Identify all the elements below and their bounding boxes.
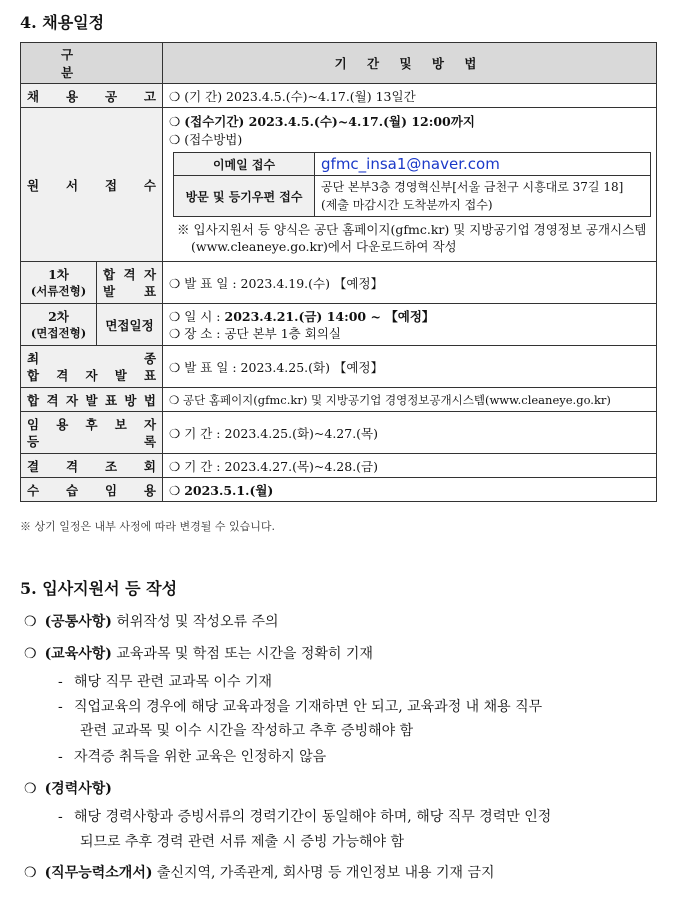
- section5-title: 5. 입사지원서 등 작성: [20, 579, 178, 598]
- text-final: ❍ 발 표 일 : 2023.4.25.(화) 【예정】: [169, 360, 383, 375]
- edu-sub-3-text: 자격증 취득을 위한 교육은 인정하지 않음: [74, 749, 327, 765]
- label-glyph: 방: [124, 392, 137, 408]
- label-glyph: 발: [114, 367, 127, 383]
- label-glyph: 접: [104, 177, 118, 193]
- circle-bullet: ❍: [24, 646, 37, 662]
- label-first-result: [97, 262, 163, 304]
- download-note: ※ 입사지원서 등 양식은 공단 홈페이지(gfmc.kr) 및 지방공기업 경영정보 공개시스템(www.cleaneye.go.kr)에서 다운로드하여 작성: [177, 222, 647, 254]
- row-second: [21, 304, 657, 346]
- career-sub-1-cont: 되므로 추후 경력 관련 서류 제출 시 증빙 가능해야 함: [80, 834, 405, 850]
- text-register: ❍ 기 간 : 2023.4.25.(화)~4.27.(목): [169, 426, 378, 441]
- table-header-row: [21, 43, 657, 84]
- visit-value: [315, 176, 651, 217]
- value-method: [163, 388, 657, 412]
- label-glyph: 최: [27, 350, 40, 366]
- header-category: 구 분: [21, 43, 163, 84]
- spread-text: [27, 457, 156, 475]
- spread-text: [103, 266, 156, 283]
- label-glyph: 격: [123, 266, 136, 282]
- circle-bullet: ❍: [24, 865, 37, 881]
- value-notice: [163, 84, 657, 108]
- label-glyph: 고: [143, 88, 156, 104]
- label-second: [21, 304, 97, 346]
- text-notice: ❍ (기 간) 2023.4.5.(수)~4.17.(월) 13일간: [169, 89, 416, 104]
- spread-text: [27, 367, 156, 384]
- application-method-table: [173, 152, 651, 217]
- kw-education: (교육사항): [44, 646, 112, 662]
- edu-sub-1-text: 해당 직무 관련 교과목 이수 기재: [74, 674, 273, 690]
- application-method: ❍ (접수방법): [169, 130, 650, 148]
- visit-label: 방문 및 등기우편 접수: [174, 176, 315, 217]
- label-glyph: 서: [65, 177, 79, 193]
- dash: -: [58, 699, 63, 715]
- label-glyph: 보: [114, 416, 127, 432]
- label-glyph: 자: [143, 266, 157, 282]
- header-period-method: 기 간 및 방 법: [163, 43, 657, 84]
- second-main: 2차: [48, 308, 69, 324]
- label-glyph: 용: [65, 88, 79, 104]
- label-register: [21, 412, 163, 454]
- edu-sub-3: [58, 746, 658, 768]
- item-career: [24, 778, 660, 800]
- text-method: ❍ 공단 홈페이지(gfmc.kr) 및 지방공기업 경영정보공개시스템(www.cleaneye.go.kr): [169, 393, 611, 407]
- value-application: [163, 108, 657, 262]
- career-sub-1-text: 해당 경력사항과 증빙서류의 경력기간이 동일해야 하며, 해당 직무 경력만 인정: [74, 809, 552, 825]
- kw-common: (공통사항): [44, 614, 112, 630]
- schedule-footnote: ※ 상기 일정은 내부 사정에 따라 변경될 수 있습니다.: [20, 520, 275, 533]
- label-glyph: 격: [56, 367, 69, 383]
- label-glyph: 록: [143, 433, 157, 449]
- label-check: [21, 454, 163, 478]
- dash: -: [58, 809, 63, 825]
- label-glyph: 표: [104, 392, 118, 408]
- label-interview: 면접일정: [97, 304, 163, 346]
- row-register: [21, 412, 657, 454]
- circle-bullet: ❍: [24, 781, 37, 797]
- label-glyph: 채: [27, 88, 40, 104]
- second-sub: (면접전형): [30, 325, 87, 340]
- spread-text: [27, 481, 156, 499]
- label-glyph: 회: [143, 458, 156, 474]
- label-glyph: 원: [27, 177, 40, 193]
- label-glyph: 수: [143, 177, 156, 193]
- spread-text: [27, 416, 156, 433]
- text-first: ❍ 발 표 일 : 2023.4.19.(수) 【예정】: [169, 276, 383, 291]
- row-first: [21, 262, 657, 304]
- item-competency: [24, 862, 660, 884]
- text-common: 허위작성 및 작성오류 주의: [111, 614, 279, 630]
- label-glyph: 용: [56, 416, 69, 432]
- label-notice: [21, 84, 163, 108]
- label-glyph: 발: [85, 392, 98, 408]
- text-check: ❍ 기 간 : 2023.4.27.(목)~4.28.(금): [169, 459, 378, 474]
- value-check: [163, 454, 657, 478]
- label-glyph: 격: [65, 458, 79, 474]
- edu-sub-1: [58, 671, 658, 693]
- text-education: 교육과목 및 학점 또는 시간을 정확히 기재: [111, 646, 373, 662]
- kw-competency: (직무능력소개서): [44, 865, 153, 881]
- first-sub: (서류전형): [30, 283, 87, 298]
- edu-sub-2: [58, 696, 658, 718]
- spread-text: [27, 350, 156, 367]
- spread-text: [27, 87, 156, 105]
- label-glyph: 임: [104, 482, 118, 498]
- label-glyph: 용: [143, 482, 156, 498]
- spread-text: [27, 433, 156, 450]
- row-notice: [21, 84, 657, 108]
- label-glyph: 자: [143, 416, 157, 432]
- spread-text: [27, 176, 156, 194]
- item-education: [24, 643, 660, 665]
- spread-text: [103, 283, 156, 300]
- label-glyph: 습: [65, 482, 79, 498]
- label-glyph: 종: [143, 350, 157, 366]
- label-glyph: 합: [27, 367, 40, 383]
- edu-sub-2-text: 직업교육의 경우에 해당 교육과정을 기재하면 안 되고, 교육과정 내 채용 직무: [74, 699, 543, 715]
- label-glyph: 자: [85, 367, 98, 383]
- dash: -: [58, 674, 63, 690]
- first-main: 1차: [48, 266, 69, 282]
- email-value: [315, 153, 651, 176]
- email-address: gfmc_insa1@naver.com: [321, 155, 500, 173]
- row-check: [21, 454, 657, 478]
- value-trainee: [163, 478, 657, 502]
- label-application: [21, 108, 163, 262]
- value-register: [163, 412, 657, 454]
- label-glyph: 결: [27, 458, 40, 474]
- label-glyph: 조: [104, 458, 118, 474]
- interview-place: ❍ 장 소 : 공단 본부 1층 회의실: [169, 325, 650, 342]
- application-period: ❍ (접수기간) 2023.4.5.(수)~4.17.(월) 12:00까지: [169, 112, 650, 130]
- label-glyph: 격: [46, 392, 59, 408]
- label-glyph: 합: [27, 392, 40, 408]
- interview-time: [169, 308, 650, 325]
- row-application: [21, 108, 657, 262]
- label-glyph: 자: [65, 392, 79, 408]
- kw-career: (경력사항): [44, 781, 112, 797]
- label-glyph: 등: [27, 433, 40, 449]
- label-glyph: 합: [103, 266, 116, 282]
- label-method: [21, 388, 163, 412]
- visit-deadline: (제출 마감시간 도착분까지 접수): [321, 198, 493, 212]
- circle-bullet: ❍: [24, 614, 37, 630]
- section4-title: 4. 채용일정: [20, 13, 105, 32]
- label-final: [21, 346, 163, 388]
- row-final: [21, 346, 657, 388]
- label-glyph: 표: [143, 283, 157, 299]
- item-common: [24, 611, 660, 633]
- label-glyph: 표: [143, 367, 157, 383]
- value-second: [163, 304, 657, 346]
- text-competency: 출신지역, 가족관계, 회사명 등 개인정보 내용 기재 금지: [152, 865, 495, 881]
- email-label: 이메일 접수: [174, 153, 315, 176]
- schedule-table: [20, 42, 657, 502]
- label-glyph: 발: [103, 283, 116, 299]
- spread-text: [27, 391, 156, 409]
- text-trainee: ❍ 2023.5.1.(월): [169, 483, 273, 498]
- value-final: [163, 346, 657, 388]
- label-glyph: 공: [104, 88, 118, 104]
- label-glyph: 임: [27, 416, 40, 432]
- label-first: [21, 262, 97, 304]
- label-trainee: [21, 478, 163, 502]
- label-glyph: 후: [85, 416, 98, 432]
- label-glyph: 법: [143, 392, 156, 408]
- visit-address: 공단 본부3층 경영혁신부[서울 금천구 시흥대로 37길 18]: [321, 180, 624, 194]
- row-trainee: [21, 478, 657, 502]
- interview-time-value: 2023.4.21.(금) 14:00 ~ 【예정】: [224, 308, 435, 324]
- value-first: [163, 262, 657, 304]
- dash: -: [58, 749, 63, 765]
- edu-sub-2-cont: 관련 교과목 및 이수 시간을 작성하고 추후 증빙해야 함: [80, 723, 414, 739]
- row-method: [21, 388, 657, 412]
- interview-time-key: 일 시 :: [184, 308, 225, 324]
- label-glyph: 수: [27, 482, 40, 498]
- career-sub-1: [58, 806, 658, 828]
